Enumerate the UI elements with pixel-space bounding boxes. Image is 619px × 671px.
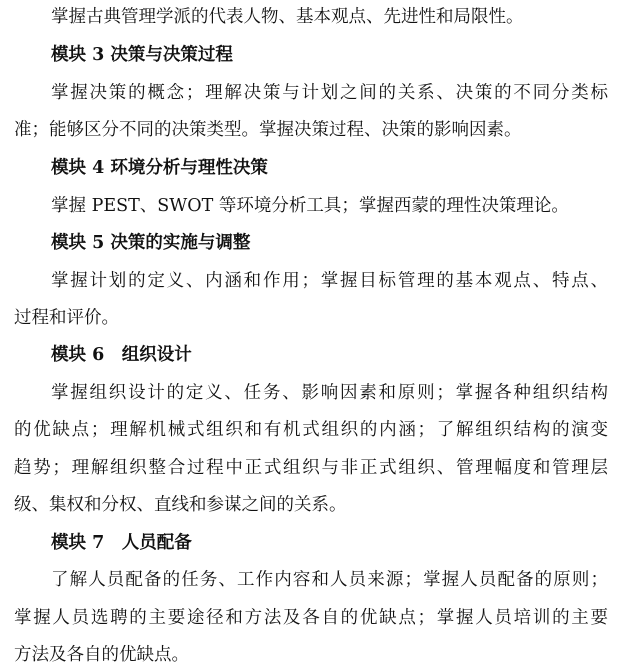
module-7-heading: 模块 7 人员配备 [51, 533, 192, 553]
paragraph-line: 掌握计划的定义、内涵和作用；掌握目标管理的基本观点、特点、 [51, 271, 608, 291]
paragraph-line: 过程和评价。 [14, 308, 119, 328]
paragraph-line: 掌握决策的概念；理解决策与计划之间的关系、决策的不同分类标 [51, 83, 608, 103]
module-6-heading: 模块 6 组织设计 [51, 345, 192, 365]
module-5-heading: 模块 5 决策的实施与调整 [51, 233, 251, 253]
paragraph-line: 方法及各自的优缺点。 [14, 645, 189, 665]
paragraph-line: 掌握 PEST、SWOT 等环境分析工具；掌握西蒙的理性决策理论。 [51, 196, 569, 216]
module-4-heading: 模块 4 环境分析与理性决策 [51, 158, 268, 178]
paragraph-line: 掌握古典管理学派的代表人物、基本观点、先进性和局限性。 [51, 7, 524, 27]
module-3-heading: 模块 3 决策与决策过程 [51, 45, 233, 65]
paragraph-line: 准；能够区分不同的决策类型。掌握决策过程、决策的影响因素。 [14, 120, 522, 140]
paragraph-line: 了解人员配备的任务、工作内容和人员来源；掌握人员配备的原则； [51, 570, 608, 590]
paragraph-line: 的优缺点；理解机械式组织和有机式组织的内涵；了解组织结构的演变 [14, 420, 608, 440]
paragraph-line: 趋势；理解组织整合过程中正式组织与非正式组织、管理幅度和管理层 [14, 458, 608, 478]
paragraph-line: 级、集权和分权、直线和参谋之间的关系。 [14, 495, 347, 515]
paragraph-line: 掌握组织设计的定义、任务、影响因素和原则；掌握各种组织结构 [51, 383, 608, 403]
paragraph-line: 掌握人员选聘的主要途径和方法及各自的优缺点；掌握人员培训的主要 [14, 608, 608, 628]
